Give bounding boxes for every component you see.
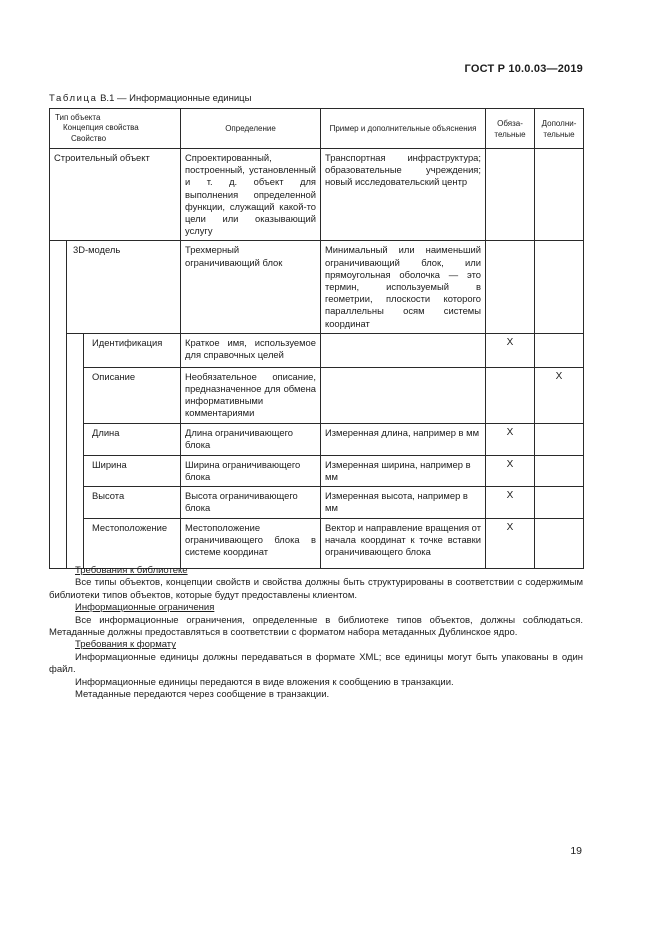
table-row bbox=[50, 241, 584, 333]
format-requirements-heading: Требования к формату bbox=[75, 639, 177, 651]
row-definition: Ширина ограничивающего блока bbox=[181, 455, 321, 486]
table-caption-title: В.1 — Информационные единицы bbox=[97, 93, 252, 104]
format-requirements-text-2: Информационные единицы передаются в виде вложения к сообщению в транзакции. bbox=[75, 676, 454, 688]
info-constraints-heading: Информационные ограничения bbox=[75, 602, 215, 614]
row-additional bbox=[535, 149, 584, 241]
table-row bbox=[50, 149, 584, 241]
row-definition: Необязательное описание, предназначенное для обмена информативными комментариями bbox=[181, 367, 321, 423]
row-mandatory: X bbox=[486, 333, 535, 367]
info-constraints-body: Все информационные ограничения, определенные в библиотеке типов объектов, должны соблюдаться. Метаданные должны предоставляться в соответствии с форматом набора метаданных Дублинское ядро. bbox=[49, 614, 583, 639]
row-name: Строительный объект bbox=[50, 149, 181, 241]
row-name: Ширина bbox=[84, 455, 181, 486]
row-mandatory: X bbox=[486, 518, 535, 568]
table-row bbox=[50, 487, 584, 518]
row-mandatory: X bbox=[486, 423, 535, 455]
table-caption-prefix: Таблица bbox=[49, 93, 98, 104]
row-definition: Длина ограничивающего блока bbox=[181, 423, 321, 455]
column-header-mandatory: Обяза-тельные bbox=[486, 109, 535, 149]
format-requirements-text-3: Метаданные передаются через сообщение в транзакции. bbox=[75, 689, 330, 701]
table-row bbox=[50, 367, 584, 423]
row-name: Описание bbox=[84, 367, 181, 423]
column-header-additional: Дополни-тельные bbox=[535, 109, 584, 149]
table-row bbox=[50, 518, 584, 568]
row-additional bbox=[535, 333, 584, 367]
row-additional bbox=[535, 423, 584, 455]
library-requirements-text bbox=[49, 577, 583, 602]
row-mandatory bbox=[486, 149, 535, 241]
row-example: Вектор и направление вращения от начала координат к точке вставки ограничивающего блока bbox=[321, 518, 486, 568]
row-additional bbox=[535, 241, 584, 333]
row-name: 3D-модель bbox=[67, 241, 181, 333]
page-number: 19 bbox=[570, 845, 582, 857]
row-name: Высота bbox=[84, 487, 181, 518]
row-definition: Местоположение ограничивающего блока в системе координат bbox=[181, 518, 321, 568]
format-requirements-body-1: Информационные единицы должны передаваться в формате XML; все единицы могут быть упакованы в один файл. bbox=[49, 651, 583, 676]
row-additional bbox=[535, 455, 584, 486]
row-definition: Трехмерный ограничивающий блок bbox=[181, 241, 321, 333]
row-definition: Краткое имя, используемое для справочных целей bbox=[181, 333, 321, 367]
format-requirements-text-1 bbox=[49, 651, 583, 677]
row-example bbox=[321, 367, 486, 423]
table-row bbox=[50, 333, 584, 367]
table-row bbox=[50, 455, 584, 486]
row-mandatory bbox=[486, 241, 535, 333]
indent-spacer bbox=[50, 241, 67, 568]
information-units-table bbox=[49, 108, 584, 569]
info-constraints-text bbox=[49, 614, 583, 640]
row-example: Транспортная инфраструктура; образовательные учреждения; новый исследовательский центр bbox=[321, 149, 486, 241]
row-mandatory: X bbox=[486, 487, 535, 518]
row-additional bbox=[535, 518, 584, 568]
row-definition: Высота ограничивающего блока bbox=[181, 487, 321, 518]
row-mandatory: X bbox=[486, 455, 535, 486]
column-header-definition: Определение bbox=[181, 109, 321, 149]
row-additional bbox=[535, 487, 584, 518]
column-header-object-type bbox=[50, 109, 181, 149]
row-definition: Спроектированный, построенный, установленный и т. д. объект для выполнения определенной функции, служащий какой-то цели или оказывающий услугу bbox=[181, 149, 321, 241]
header-line-object-type: Тип объекта bbox=[55, 112, 101, 122]
row-example: Измеренная ширина, например в мм bbox=[321, 455, 486, 486]
column-header-example: Пример и дополнительные объяснения bbox=[321, 109, 486, 149]
row-name: Длина bbox=[84, 423, 181, 455]
indent-spacer bbox=[67, 333, 84, 568]
table-row bbox=[50, 423, 584, 455]
requirements-notes bbox=[49, 565, 583, 701]
row-name: Идентификация bbox=[84, 333, 181, 367]
row-mandatory bbox=[486, 367, 535, 423]
library-requirements-body: Все типы объектов, концепции свойств и свойства должны быть структурированы в соответствии с содержимым библиотеки типов объектов, которые будут предоставлены клиентом. bbox=[49, 577, 583, 601]
header-line-property-concept: Концепция свойства bbox=[63, 123, 139, 133]
row-example bbox=[321, 333, 486, 367]
row-example: Измеренная высота, например в мм bbox=[321, 487, 486, 518]
library-requirements-heading: Требования к библиотеке bbox=[75, 565, 188, 576]
row-additional: X bbox=[535, 367, 584, 423]
header-line-property: Свойство bbox=[71, 133, 107, 143]
row-example: Измеренная длина, например в мм bbox=[321, 423, 486, 455]
table-caption bbox=[49, 93, 251, 104]
document-code: ГОСТ Р 10.0.03—2019 bbox=[464, 63, 583, 75]
row-name: Местоположение bbox=[84, 518, 181, 568]
row-example: Минимальный или наименьший ограничивающий блок, или прямоугольная оболочка — это термин, используемый в геометрии, плоскости которого параллельны осям системы координат bbox=[321, 241, 486, 333]
